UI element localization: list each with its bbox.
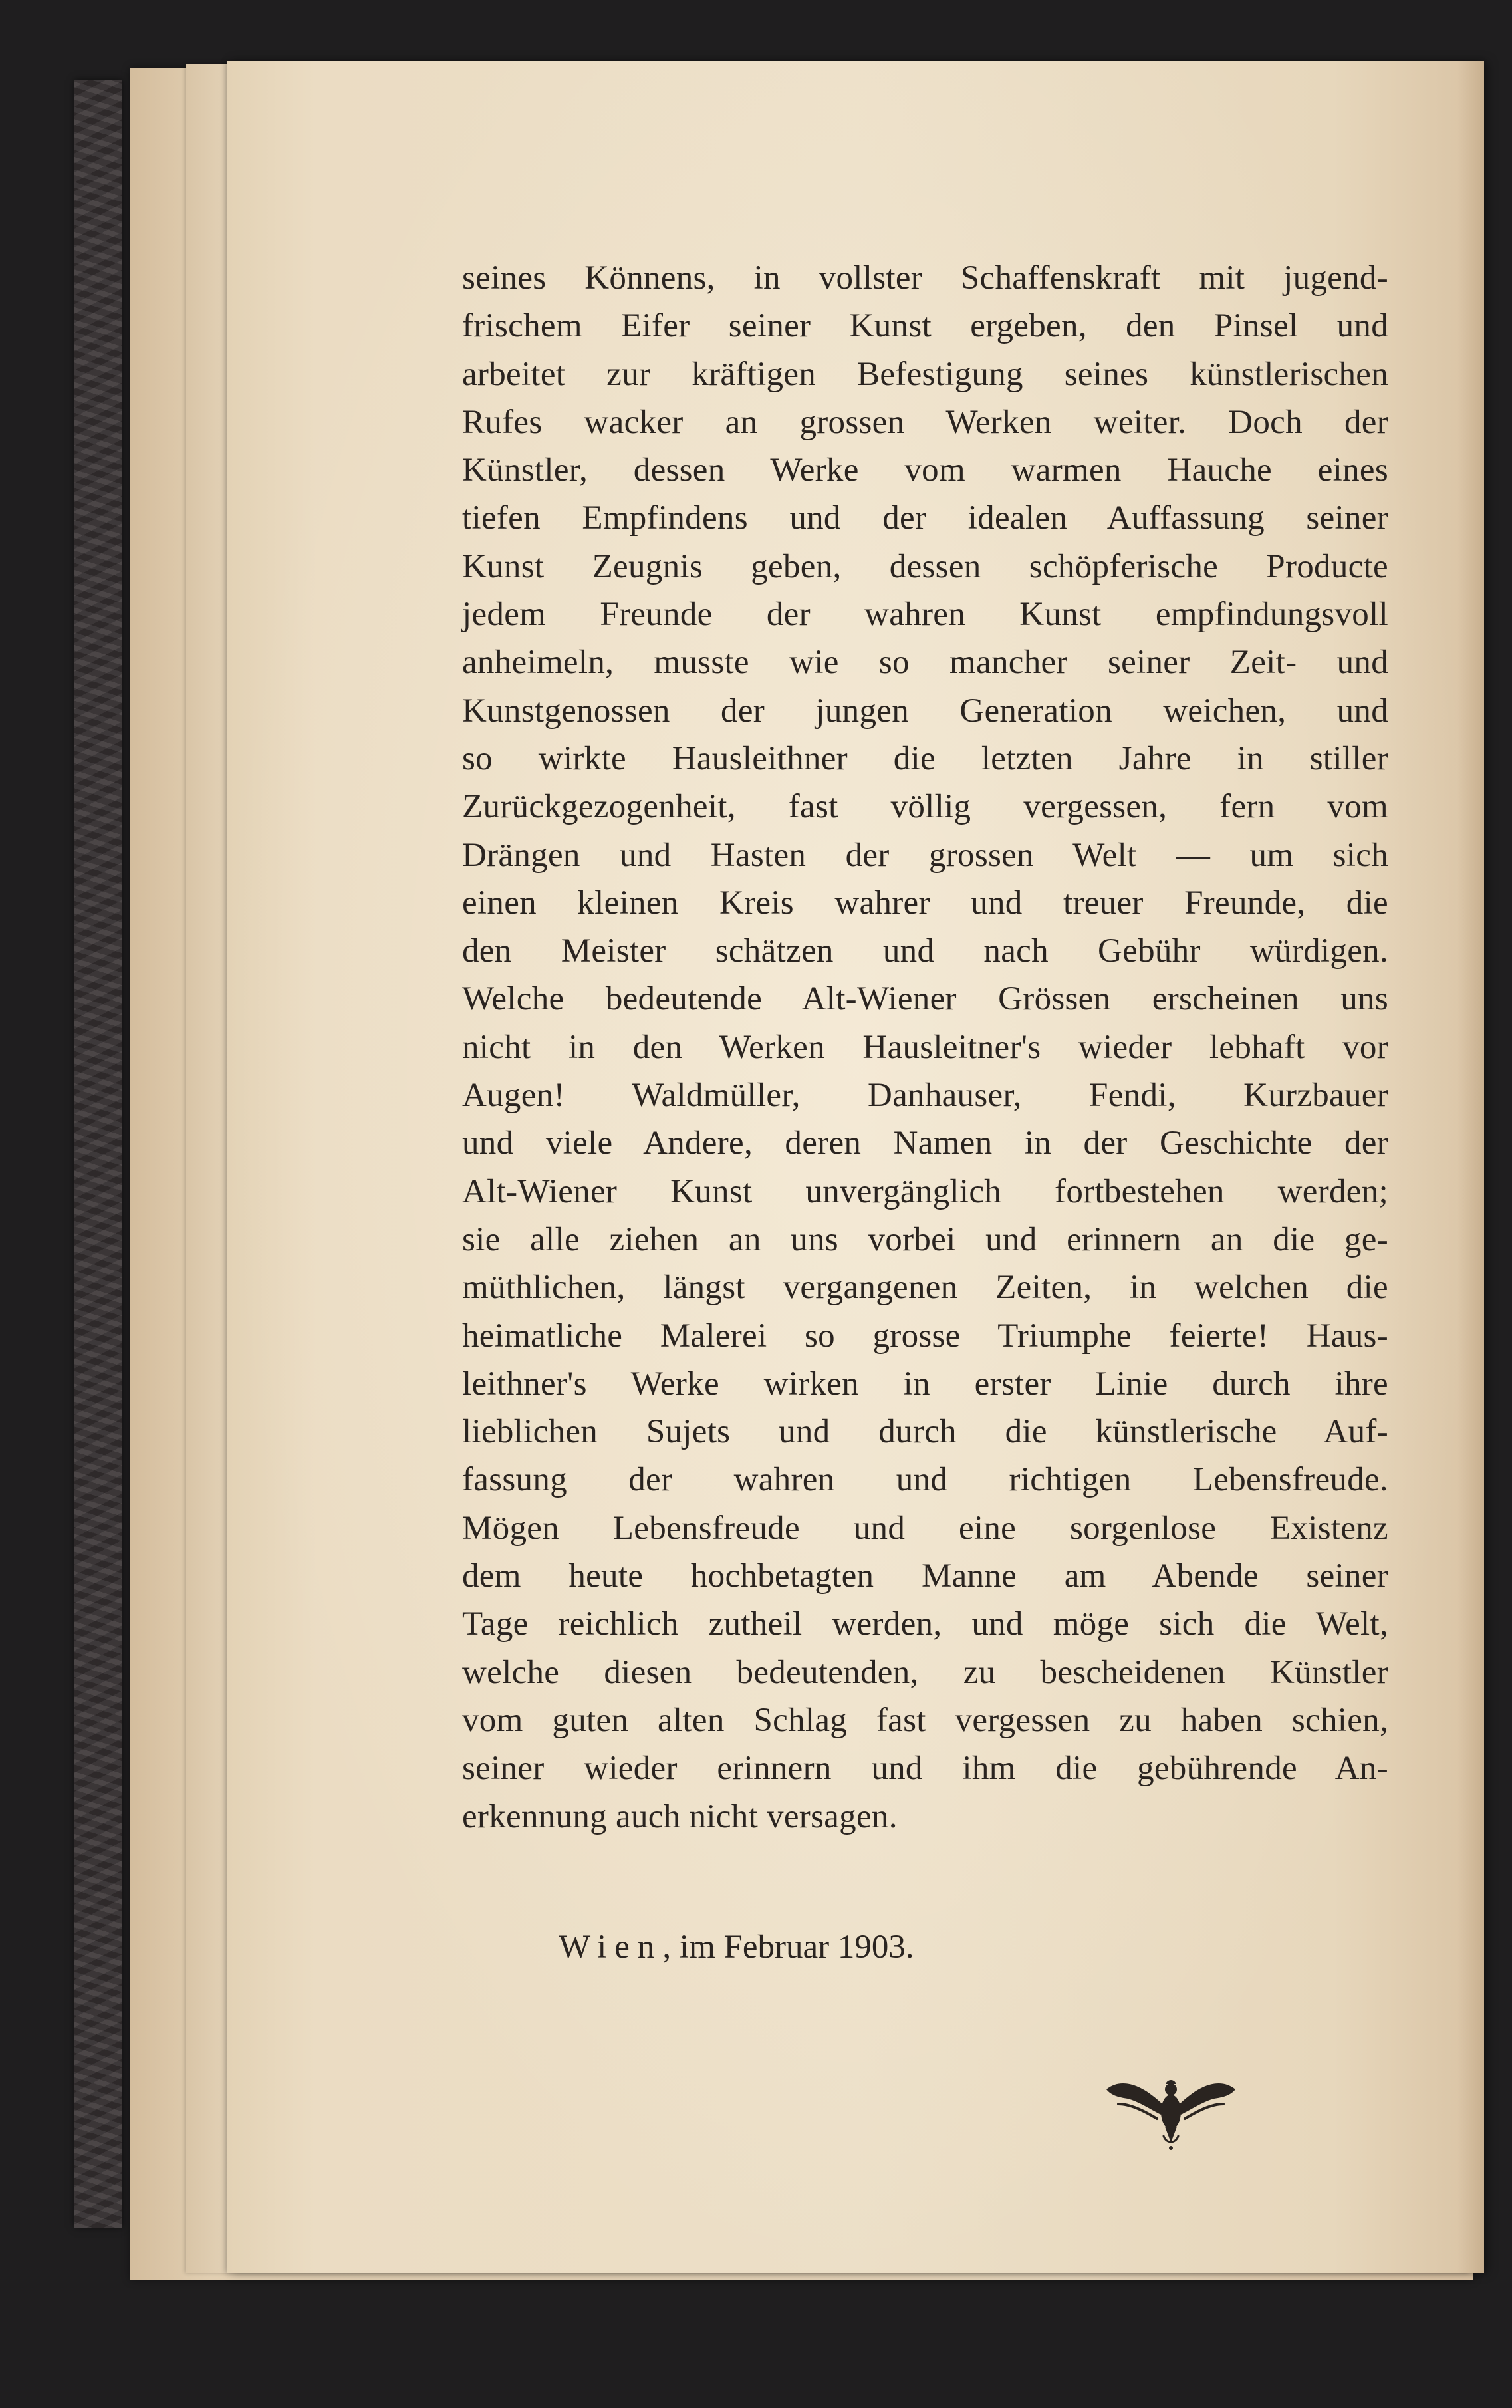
place-date-line: [559, 1923, 914, 1971]
text-line: leithner's Werke wirken in erster Linie durch ihre: [462, 1365, 1388, 1403]
text-line: so wirkte Hausleithner die letzten Jahre in stiller: [462, 739, 1388, 777]
eagle-ornament-icon: [1101, 2058, 1241, 2151]
text-line: frischem Eifer seiner Kunst ergeben, den Pinsel und: [462, 307, 1388, 345]
text-line: Alt-Wiener Kunst unvergänglich fortbestehen werden;: [462, 1172, 1388, 1210]
text-line: tiefen Empfindens und der idealen Auffassung seiner: [462, 499, 1388, 537]
text-line: seiner wieder erinnern und ihm die gebührende An-: [462, 1750, 1388, 1788]
text-line: seines Könnens, in vollster Schaffenskraft mit jugend-: [462, 259, 1388, 297]
text-line: nicht in den Werken Hausleitner's wieder lebhaft vor: [462, 1028, 1388, 1066]
body-text: [462, 254, 1388, 1841]
text-line: Drängen und Hasten der grossen Welt — um sich: [462, 836, 1388, 874]
date-text: , im Februar 1903.: [662, 1929, 914, 1966]
text-line: anheimeln, musste wie so mancher seiner Zeit- und: [462, 644, 1388, 682]
text-line: Künstler, dessen Werke vom warmen Hauche eines: [462, 452, 1388, 489]
text-line: welche diesen bedeutenden, zu bescheidenen Künstler: [462, 1653, 1388, 1691]
text-line: und viele Andere, deren Namen in der Geschichte der: [462, 1125, 1388, 1162]
text-line: erkennung auch nicht versagen.: [462, 1798, 898, 1835]
text-line: einen kleinen Kreis wahrer und treuer Freunde, die: [462, 884, 1388, 922]
book-page: [227, 61, 1484, 2273]
text-line: sie alle ziehen an uns vorbei und erinnern an die ge-: [462, 1220, 1388, 1258]
text-line: Zurückgezogenheit, fast völlig vergessen, fern vom: [462, 788, 1388, 826]
book-spine-binding: [74, 80, 122, 2228]
page-edge-shadow: [1457, 61, 1484, 2273]
place-name: Wien: [559, 1929, 663, 1966]
text-line: fassung der wahren und richtigen Lebensfreude.: [462, 1461, 1388, 1499]
text-line: den Meister schätzen und nach Gebühr würdigen.: [462, 932, 1388, 970]
text-line: arbeitet zur kräftigen Befestigung seines künstlerischen: [462, 355, 1388, 393]
text-line: heimatliche Malerei so grosse Triumphe feierte! Haus-: [462, 1317, 1388, 1355]
text-line: müthlichen, längst vergangenen Zeiten, in welchen die: [462, 1269, 1388, 1307]
text-line: Kunst Zeugnis geben, dessen schöpferische Producte: [462, 547, 1388, 585]
text-line: vom guten alten Schlag fast vergessen zu haben schien,: [462, 1701, 1388, 1739]
text-line: lieblichen Sujets und durch die künstlerische Auf-: [462, 1413, 1388, 1451]
text-line: Tage reichlich zutheil werden, und möge sich die Welt,: [462, 1605, 1388, 1643]
text-line: dem heute hochbetagten Manne am Abende seiner: [462, 1557, 1388, 1595]
text-line: Augen! Waldmüller, Danhauser, Fendi, Kurzbauer: [462, 1077, 1388, 1115]
text-line: jedem Freunde der wahren Kunst empfindungsvoll: [462, 596, 1388, 634]
text-line: Mögen Lebensfreude und eine sorgenlose Existenz: [462, 1509, 1388, 1547]
text-line: Rufes wacker an grossen Werken weiter. Doch der: [462, 403, 1388, 441]
text-line: Kunstgenossen der jungen Generation weichen, und: [462, 692, 1388, 730]
text-line: Welche bedeutende Alt-Wiener Grössen erscheinen uns: [462, 980, 1388, 1018]
